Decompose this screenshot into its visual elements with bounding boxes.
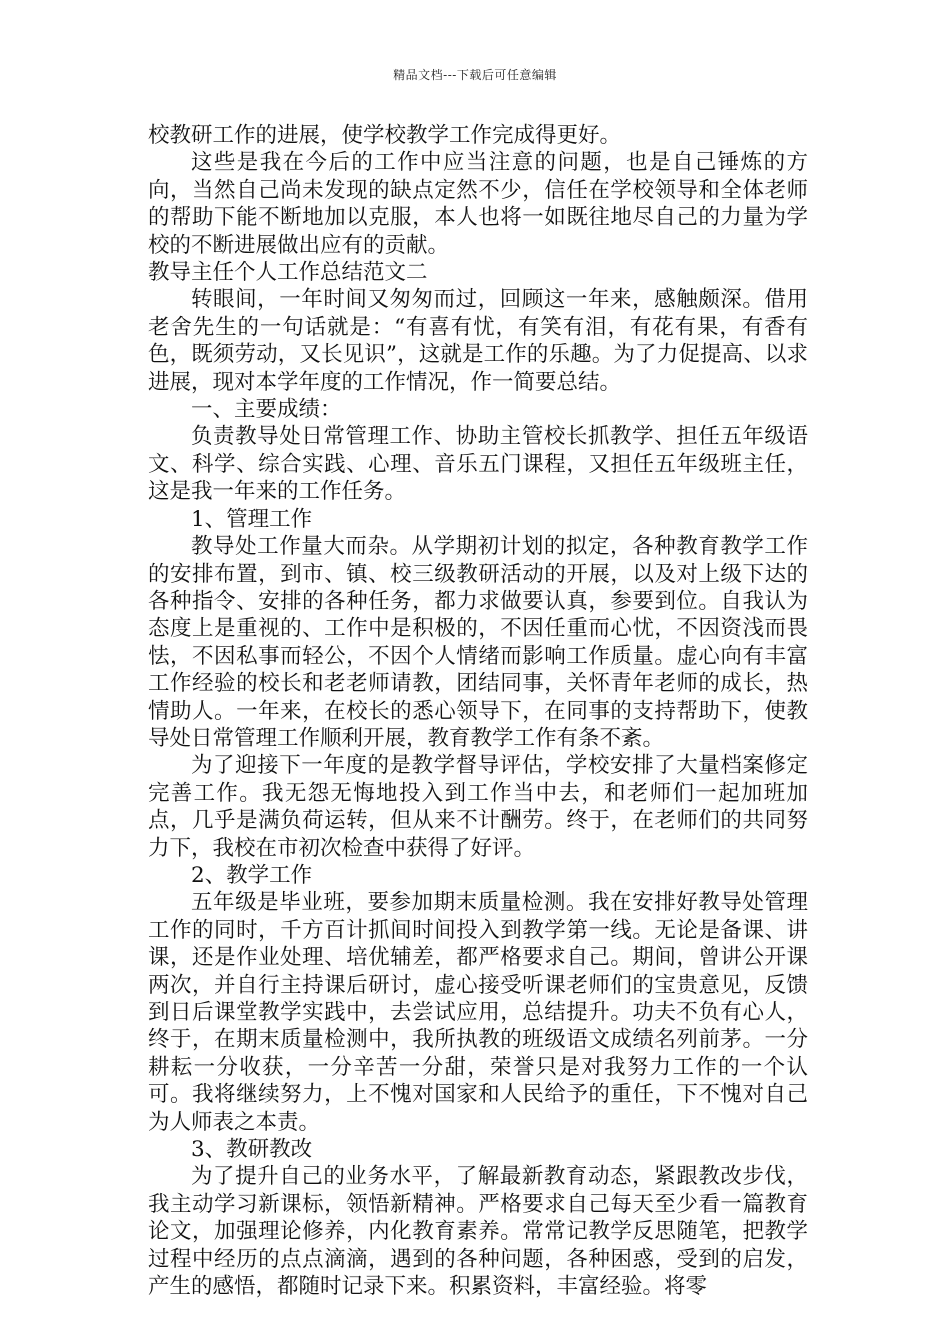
document-body	[148, 122, 808, 1300]
paragraph-management: 教导处工作量大而杂。从学期初计划的拟定，各种教育教学工作的安排布置，到市、镇、校三级教研活动的开展，以及对上级下达的各种指令、安排的各种任务，都力求做要认真，参要到位。自我认为态度上是重视的、工作中是积极的，不因任重而心忧，不因资浅而畏怯，不因私事而轻公，不因个人情绪而影响工作质量。虚心向有丰富工作经验的校长和老老师请教，团结同事，关怀青年老师的成长，热情助人。一年来，在校长的悉心领导下，在同事的支持帮助下，使教导处日常管理工作顺利开展，教育教学工作有条不紊。	[148, 534, 808, 751]
paragraph-teaching: 五年级是毕业班，要参加期末质量检测。我在安排好教导处管理工作的同时，千方百计抓间时间投入到教学第一线。无论是备课、讲课，还是作业处理、培优辅差，都严格要求自己。期间，曾讲公开课两次，并自行主持课后研讨，虚心接受听课老师们的宝贵意见，反馈到日后课堂教学实践中，去尝试应用，总结提升。功夫不负有心人，终于，在期末质量检测中，我所执教的班级语文成绩名列前茅。一分耕耘一分收获，一分辛苦一分甜，荣誉只是对我努力工作的一个认可。我将继续努力，上不愧对国家和人民给予的重任，下不愧对自己为人师表之本责。	[148, 890, 808, 1135]
heading-research: 3、教研教改	[191, 1137, 313, 1163]
heading-main-achievements: 一、主要成绩：	[191, 397, 342, 423]
heading-management: 1、管理工作	[191, 506, 313, 532]
paragraph-duties: 负责教导处日常管理工作、协助主管校长抓教学、担任五年级语文、科学、综合实践、心理、音乐五门课程，又担任五年级班主任，这是我一年来的工作任务。	[148, 424, 808, 505]
paragraph-intro: 转眼间，一年时间又匆匆而过，回顾这一年来，感触颇深。借用老舍先生的一句话就是：“有喜有忧，有笑有泪，有花有果，有香有色，既须劳动，又长见识”，这就是工作的乐趣。为了力促提高、以求进展，现对本学年度的工作情况，作一简要总结。	[148, 287, 808, 395]
heading-teaching: 2、教学工作	[191, 862, 313, 888]
paragraph-issues: 这些是我在今后的工作中应当注意的问题，也是自己锤炼的方向，当然自己尚未发现的缺点定然不少，信任在学校领导和全体老师的帮助下能不断地加以克服，本人也将一如既往地尽自己的力量为学校的不断进展做出应有的贡献。	[148, 150, 808, 258]
paragraph-evaluation: 为了迎接下一年度的是教学督导评估，学校安排了大量档案修定完善工作。我无怨无悔地投入到工作当中去，和老师们一起加班加点，几乎是满负荷运转，但从来不计酬劳。终于，在老师们的共同努力下，我校在市初次检查中获得了好评。	[148, 753, 808, 861]
page-header: 精品文档---下载后可任意编辑	[393, 68, 557, 82]
section-title: 教导主任个人工作总结范文二	[148, 260, 428, 286]
paragraph-research: 为了提升自己的业务水平，了解最新教育动态，紧跟教改步伐，我主动学习新课标，领悟新精神。严格要求自己每天至少看一篇教育论文，加强理论修养，内化教育素养。常常记教学反思随笔，把教学过程中经历的点点滴滴，遇到的各种问题，各种困惑，受到的启发，产生的感悟，都随时记录下来。积累资料，丰富经验。将零	[148, 1164, 808, 1300]
paragraph-continuation: 校教研工作的进展，使学校教学工作完成得更好。	[148, 123, 622, 148]
